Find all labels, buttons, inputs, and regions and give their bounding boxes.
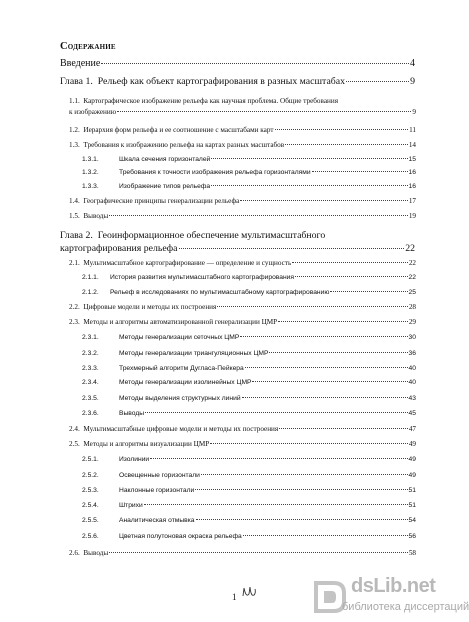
toc-page-number: 11 xyxy=(409,126,416,134)
toc-entry-number: 1.4. xyxy=(69,197,80,205)
leader-dots xyxy=(179,248,405,249)
leader-dots xyxy=(211,158,407,159)
toc-page-number: 58 xyxy=(408,549,416,557)
leader-dots xyxy=(240,336,407,337)
toc-entry-number: 1.3. xyxy=(69,141,80,149)
toc-entry-title: Географические принципы генерализации рельефа xyxy=(83,197,240,205)
toc-page-number: 14 xyxy=(408,141,416,149)
toc-entry-2-3-2[interactable] xyxy=(82,350,416,357)
watermark xyxy=(311,573,469,621)
toc-entry-title: Наклонные горизонтали xyxy=(119,487,195,494)
toc-entry-1-4[interactable] xyxy=(69,197,416,205)
leader-dots xyxy=(109,215,408,216)
toc-page-number: 25 xyxy=(408,289,416,296)
toc-entry-2-2[interactable] xyxy=(69,303,416,311)
toc-entry-title: Освещенные горизонтали xyxy=(119,472,200,479)
page-number: 1 xyxy=(232,592,237,602)
leader-dots xyxy=(312,171,408,172)
toc-page-number: 4 xyxy=(410,58,415,69)
toc-entry-chapter-2[interactable] xyxy=(60,243,415,254)
toc-page-number: 40 xyxy=(408,365,416,372)
toc-entry-title: Цифровые модели и методы их построения xyxy=(83,303,217,311)
toc-page-number: 22 xyxy=(405,243,415,254)
toc-entry-2-4[interactable] xyxy=(69,425,416,433)
leader-dots xyxy=(109,552,408,553)
toc-entry-number: 2.5.4. xyxy=(82,502,99,509)
toc-entry-title: Шкала сечения горизонталей xyxy=(119,156,211,163)
leader-dots xyxy=(275,129,409,130)
leader-dots xyxy=(346,81,409,82)
toc-entry-2-3-4[interactable] xyxy=(82,379,416,386)
toc-entry-2-3-3[interactable] xyxy=(82,365,416,372)
toc-entry-number: 1.3.2. xyxy=(82,169,99,176)
toc-entry-title: Методы и алгоритмы автоматизированной генерализации ЦМР xyxy=(83,318,278,326)
toc-entry-title: Картографическое изображение рельефа как научная проблема. Общие требования xyxy=(83,97,339,105)
toc-entry-1-2[interactable] xyxy=(69,126,416,134)
toc-entry-number: 2.3.4. xyxy=(82,379,99,386)
toc-page-number: 49 xyxy=(408,456,416,463)
toc-page-number: 51 xyxy=(408,502,416,509)
toc-entry-title: Выводы xyxy=(83,212,109,220)
toc-entry-title: Методы генерализации изолинейных ЦМР xyxy=(119,379,252,386)
leader-dots xyxy=(196,519,408,520)
leader-dots xyxy=(252,381,407,382)
toc-entry-number: 2.3.6. xyxy=(82,410,99,417)
toc-entry-1-3[interactable] xyxy=(69,141,416,149)
toc-entry-number: 2.1.2. xyxy=(82,289,99,296)
toc-page-number: 47 xyxy=(408,425,416,433)
toc-entry-title: Изображение типов рельефа xyxy=(119,183,211,190)
leader-dots xyxy=(330,291,407,292)
toc-entry-title: Аналитическая отмывка xyxy=(119,517,195,524)
toc-entry-title: Рельеф как объект картографирования в разных масштабах xyxy=(97,76,346,87)
toc-entry-1-3-3[interactable] xyxy=(82,183,416,190)
toc-entry-title: Требования к изображению рельефа на картах разных масштабов xyxy=(83,141,285,149)
toc-page-number: 49 xyxy=(408,440,416,448)
watermark-logo-text: dsLib.net xyxy=(351,575,436,597)
toc-entry-number: 1.3.3. xyxy=(82,183,99,190)
toc-entry-2-5-1[interactable] xyxy=(82,456,416,463)
leader-dots xyxy=(279,428,408,429)
toc-entry-number: 1.5. xyxy=(69,212,80,220)
toc-entry-1-3-2[interactable] xyxy=(82,169,416,176)
toc-entry-chapter-1[interactable] xyxy=(60,76,415,87)
toc-page-number: 22 xyxy=(408,259,416,267)
toc-page-number: 43 xyxy=(408,395,416,402)
leader-dots xyxy=(242,397,408,398)
toc-entry-number: 2.6. xyxy=(69,549,80,557)
watermark-tagline: библиотека диссертаций xyxy=(342,601,469,613)
toc-entry-title: Цветная полутоновая окраска рельефа xyxy=(119,533,242,540)
toc-entry-number: 2.3.2. xyxy=(82,350,99,357)
toc-entry-title: Методы генерализации триангуляционных ЦМР xyxy=(119,350,269,357)
toc-entry-2-5-2[interactable] xyxy=(82,472,416,479)
leader-dots xyxy=(245,367,408,368)
toc-entry-title: Мультимасштабные цифровые модели и методы их построения xyxy=(83,425,279,433)
toc-entry-2-3[interactable] xyxy=(69,318,416,326)
toc-page-number: 49 xyxy=(408,472,416,479)
handwritten-mark xyxy=(241,584,263,600)
toc-entry-number: Глава 1. xyxy=(60,76,93,87)
toc-entry-title: Методы выделения структурных линий xyxy=(119,395,241,402)
toc-entry-title-cont: картографирования рельефа xyxy=(60,243,178,254)
toc-page-number: 16 xyxy=(408,169,416,176)
toc-page-number: 56 xyxy=(408,533,416,540)
toc-entry-1-1-line1[interactable] xyxy=(69,97,338,105)
toc-page-number: 36 xyxy=(408,350,416,357)
toc-entry-2-5-6[interactable] xyxy=(82,533,416,540)
leader-dots xyxy=(243,535,408,536)
toc-entry-number: 2.4. xyxy=(69,425,80,433)
toc-page-number: 16 xyxy=(408,183,416,190)
toc-entry-number: 1.3.1. xyxy=(82,156,99,163)
leader-dots xyxy=(101,63,409,64)
toc-page-number: 29 xyxy=(408,318,416,326)
toc-entry-2-5-5[interactable] xyxy=(82,517,416,524)
toc-page-number: 30 xyxy=(408,334,416,341)
toc-entry-number: 2.1.1. xyxy=(82,274,99,281)
toc-entry-title: Введение xyxy=(60,58,101,69)
toc-entry-2-5[interactable] xyxy=(69,440,416,448)
toc-entry-2-3-5[interactable] xyxy=(82,395,416,402)
toc-page-number: 45 xyxy=(408,410,416,417)
toc-entry-title: Выводы xyxy=(119,410,145,417)
toc-entry-title: Рельеф в исследованиях по мультимасштабному картографированию xyxy=(110,289,330,296)
toc-page-number: 54 xyxy=(408,517,416,524)
leader-dots xyxy=(201,474,408,475)
toc-entry-number: 2.3.5. xyxy=(82,395,99,402)
toc-entry-chapter-2-line1[interactable] xyxy=(60,230,325,241)
toc-entry-title: Геоинформационное обеспечение мультимасштабного xyxy=(97,230,326,241)
toc-entry-title: Штрихи xyxy=(119,502,143,509)
toc-entry-1-5[interactable] xyxy=(69,212,416,220)
toc-entry-title: Требования к точности изображения рельефа горизонталями xyxy=(119,169,311,176)
toc-page-number: 15 xyxy=(408,156,416,163)
toc-page-number: 19 xyxy=(408,212,416,220)
toc-entry-2-6[interactable] xyxy=(69,549,416,557)
leader-dots xyxy=(278,321,408,322)
leader-dots xyxy=(269,352,407,353)
toc-entry-2-1-1[interactable] xyxy=(82,274,416,281)
toc-entry-number: Глава 2. xyxy=(60,230,93,241)
toc-entry-title-cont: к изображению xyxy=(69,108,117,116)
toc-entry-number: 2.2. xyxy=(69,303,80,311)
toc-entry-number: 2.1. xyxy=(69,259,80,267)
toc-entry-2-3-1[interactable] xyxy=(82,334,416,341)
toc-entry-number: 2.5. xyxy=(69,440,80,448)
toc-entry-title: Методы и алгоритмы визуализации ЦМР xyxy=(83,440,210,448)
toc-entry-number: 1.2. xyxy=(69,126,80,134)
toc-entry-title: Методы генерализации сеточных ЦМР xyxy=(119,334,240,341)
toc-entry-title: Мультимасштабное картографирование — определение и сущность xyxy=(83,259,292,267)
toc-entry-number: 2.5.1. xyxy=(82,456,99,463)
toc-page-number: 28 xyxy=(408,303,416,311)
leader-dots xyxy=(292,262,408,263)
leader-dots xyxy=(144,504,408,505)
toc-entry-number: 2.3.3. xyxy=(82,365,99,372)
toc-page-number: 9 xyxy=(410,76,415,87)
toc-entry-2-5-4[interactable] xyxy=(82,502,416,509)
toc-page-number: 17 xyxy=(408,197,416,205)
leader-dots xyxy=(117,111,411,112)
toc-entry-2-5-3[interactable] xyxy=(82,487,416,494)
toc-entry-intro[interactable] xyxy=(60,58,415,69)
toc-entry-number: 2.5.2. xyxy=(82,472,99,479)
toc-entry-2-3-6[interactable] xyxy=(82,410,416,417)
toc-page-number: 9 xyxy=(412,108,416,116)
leader-dots xyxy=(150,458,407,459)
toc-entry-title: Иерархия форм рельефа и ее соотношение с масштабами карт xyxy=(83,126,274,134)
toc-page-number: 51 xyxy=(408,487,416,494)
toc-entry-number: 2.5.3. xyxy=(82,487,99,494)
toc-entry-number: 2.5.5. xyxy=(82,517,99,524)
toc-entry-number: 1.1. xyxy=(69,97,80,105)
leader-dots xyxy=(195,489,407,490)
leader-dots xyxy=(285,144,408,145)
toc-page-number: 40 xyxy=(408,379,416,386)
toc-entry-title: Выводы xyxy=(83,549,109,557)
toc-entry-title: Трехмерный алгоритм Дугласа-Пейкера xyxy=(119,365,244,372)
toc-heading: Содержание xyxy=(60,41,116,52)
toc-entry-number: 2.5.6. xyxy=(82,533,99,540)
toc-entry-title: Изолинии xyxy=(119,456,150,463)
toc-entry-1-3-1[interactable] xyxy=(82,156,416,163)
toc-entry-number: 2.3. xyxy=(69,318,80,326)
toc-page-number: 22 xyxy=(408,274,416,281)
leader-dots xyxy=(210,443,408,444)
toc-entry-2-1[interactable] xyxy=(69,259,416,267)
toc-entry-1-1[interactable] xyxy=(69,108,416,116)
leader-dots xyxy=(211,185,407,186)
toc-entry-number: 2.3.1. xyxy=(82,334,99,341)
leader-dots xyxy=(145,412,408,413)
leader-dots xyxy=(217,306,407,307)
toc-entry-title: История развития мультимасштабного картографирования xyxy=(110,274,295,281)
leader-dots xyxy=(240,200,408,201)
toc-entry-2-1-2[interactable] xyxy=(82,289,416,296)
leader-dots xyxy=(295,276,408,277)
